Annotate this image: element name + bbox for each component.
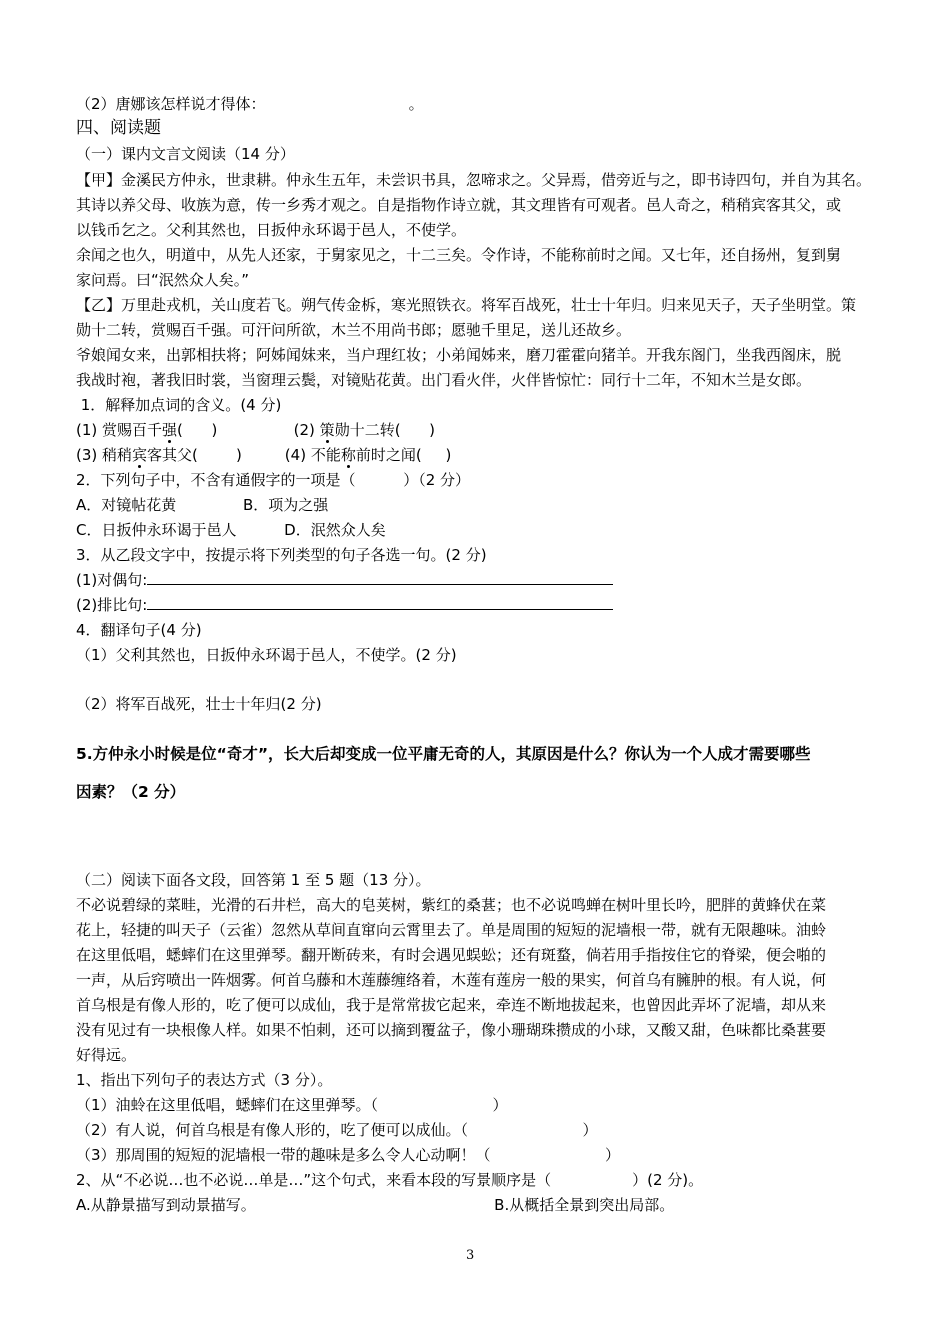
- text-line: [76, 495, 328, 515]
- text-span: 四、阅读题: [76, 118, 161, 138]
- text-line: [76, 420, 435, 440]
- text-span: （1）油蛉在这里低唱，蟋蟀们在这里弹琴。（ ）: [76, 1096, 508, 1114]
- answer-blank-line: [147, 596, 613, 610]
- text-line: [76, 744, 811, 764]
- text-span: (2)排比句:: [76, 596, 148, 614]
- text-line: [76, 345, 841, 365]
- text-span: (1)对偶句:: [76, 571, 148, 589]
- text-line: [76, 1070, 332, 1090]
- text-line: [76, 220, 466, 240]
- text-span: （二）阅读下面各文段，回答第 1 至 5 题（13 分）。: [76, 871, 431, 889]
- text-span: 其诗以养父母、收族为意，传一乡秀才观之。自是指物作诗立就，其文理皆有可观者。邑人奇之，稍稍宾客其父，或: [76, 196, 842, 214]
- text-span: 因素？（2 分）: [76, 783, 186, 801]
- text-span: 3．从乙段文字中，按提示将下列类型的句子各选一句。(2 分): [76, 546, 487, 564]
- text-line: [76, 595, 613, 615]
- text-line: [76, 945, 826, 965]
- text-line: [76, 445, 451, 465]
- text-line: [76, 195, 841, 215]
- text-line: [76, 170, 871, 190]
- text-span: 花上，轻捷的叫天子（云雀）忽然从草间直窜向云霄里去了。单是周围的短短的泥墙根一带，就有无限趣味。油蛉: [76, 921, 827, 939]
- text-line: [76, 570, 613, 590]
- text-span: C．日扳仲永环谒于邑人 D．泯然众人矣: [76, 521, 386, 539]
- text-span: (1) 赏赐百千: [76, 421, 163, 439]
- text-line: [76, 395, 281, 415]
- text-span: 1．解释加点词的含义。(4 分): [76, 396, 282, 414]
- text-span: （2）将军百战死，壮士十年归(2 分): [76, 695, 322, 713]
- text-span: 。: [265, 95, 424, 113]
- text-line: [76, 94, 424, 114]
- text-span: （3）那周围的短短的泥墙根一带的趣味是多么令人心动啊！（ ）: [76, 1146, 620, 1164]
- text-span: 以钱币乞之。父利其然也，日扳仲永环谒于邑人，不使学。: [76, 221, 467, 239]
- text-line: [76, 645, 457, 665]
- emphasis-dotted-char: 策: [319, 421, 335, 439]
- text-span: 4．翻译句子(4 分): [76, 621, 202, 639]
- text-line: [76, 620, 202, 640]
- text-span: 【甲】金溪民方仲永，世隶耕。仲永生五年，未尝识书具，忽啼求之。父异焉，借旁近与之，即书诗四句，并自为其名。: [76, 171, 872, 189]
- text-span: ( ) (2): [177, 421, 320, 439]
- text-span: 没有见过有一块根像人样。如果不怕刺，还可以摘到覆盆子，像小珊瑚珠攒成的小球，又酸又甜，色味都比桑葚要: [76, 1021, 827, 1039]
- text-span: 在这里低唱，蟋蟀们在这里弹琴。翻开断砖来，有时会遇见蜈蚣；还有斑蝥，倘若用手指按住它的脊梁，便会啪的: [76, 946, 827, 964]
- text-line: [76, 895, 826, 915]
- text-line: [76, 320, 631, 340]
- text-line: [76, 1145, 620, 1165]
- text-line: [76, 870, 431, 890]
- text-line: [76, 245, 841, 265]
- text-span: （一）课内文言文阅读（14 分）: [76, 145, 295, 163]
- text-span: （2）有人说，何首乌根是有像人形的，吃了便可以成仙。（ ）: [76, 1121, 598, 1139]
- text-span: 好得远。: [76, 1046, 137, 1064]
- text-line: [76, 1120, 597, 1140]
- text-span: （1）父利其然也，日扳仲永环谒于邑人，不使学。(2 分): [76, 646, 457, 664]
- text-span: 我战时袍，著我旧时裳，当窗理云鬓，对镜贴花黄。出门看火伴，火伴皆惊忙：同行十二年，不知木兰是女郎。: [76, 371, 812, 389]
- text-span: 余闻之也久，明道中，从先人还家，于舅家见之，十二三矣。令作诗，不能称前时之闻。又七年，还自扬州，复到舅: [76, 246, 842, 264]
- text-span: A．对镜帖花黄 B．项为之强: [76, 496, 329, 514]
- text-line: [76, 370, 811, 390]
- text-line: [76, 1170, 703, 1190]
- text-span: （2）唐娜该怎样说才得体：: [76, 95, 266, 113]
- text-span: 客其父( ) (4) 不能: [147, 446, 341, 464]
- text-span: 首乌根是有像人形的，吃了便可以成仙，我于是常常拔它起来，牵连不断地拔起来，也曾因此弄坏了泥墙，却从来: [76, 996, 827, 1014]
- text-span: 1、指出下列句子的表达方式（3 分）。: [76, 1071, 333, 1089]
- text-span: 前时之闻( ): [355, 446, 452, 464]
- text-span: 5.方仲永小时候是位“奇才”，长大后却变成一位平庸无奇的人，其原因是什么？你认为一个人成才需要哪些: [76, 745, 811, 763]
- text-line: [76, 1045, 136, 1065]
- text-line: [76, 694, 322, 714]
- text-line: [76, 920, 826, 940]
- text-line: [76, 995, 826, 1015]
- text-span: 一声，从后窍喷出一阵烟雾。何首乌藤和木莲藤缠络着，木莲有莲房一般的果实，何首乌有臃肿的根。有人说，何: [76, 971, 827, 989]
- text-span: 不必说碧绿的菜畦，光滑的石井栏，高大的皂荚树，紫红的桑葚；也不必说鸣蝉在树叶里长吟，肥胖的黄蜂伏在菜: [76, 896, 827, 914]
- text-line: [76, 118, 161, 138]
- text-line: [76, 545, 487, 565]
- text-span: 2．下列句子中，不含有通假字的一项是（ ）（2 分）: [76, 471, 471, 489]
- text-line: [76, 970, 826, 990]
- text-line: [76, 1095, 507, 1115]
- emphasis-dotted-char: 宾: [132, 446, 148, 464]
- emphasis-dotted-char: 称: [340, 446, 356, 464]
- text-span: 勋十二转( ): [334, 421, 436, 439]
- text-line: [76, 520, 386, 540]
- text-line: [76, 1020, 826, 1040]
- text-span: 勋十二转，赏赐百千强。可汗问所欲，木兰不用尚书郎；愿驰千里足，送儿还故乡。: [76, 321, 632, 339]
- text-span: (3) 稍稍: [76, 446, 133, 464]
- page-number: 3: [466, 1248, 475, 1263]
- text-span: 2、从“不必说…也不必说…单是…”这个句式，来看本段的写景顺序是（ ）(2 分)。: [76, 1171, 704, 1189]
- text-line: [76, 270, 249, 290]
- text-span: 【乙】万里赴戎机，关山度若飞。朔气传金柝，寒光照铁衣。将军百战死，壮士十年归。归来见天子，天子坐明堂。策: [76, 296, 857, 314]
- text-line: [76, 470, 470, 490]
- text-line: [76, 144, 295, 164]
- text-span: 家问焉。曰“泯然众人矣。”: [76, 271, 250, 289]
- text-line: [76, 1195, 674, 1215]
- text-span: 爷娘闻女来，出郭相扶将；阿姊闻妹来，当户理红妆；小弟闻姊来，磨刀霍霍向猪羊。开我东阁门，坐我西阁床，脱: [76, 346, 842, 364]
- text-line: [76, 782, 185, 802]
- text-line: [76, 295, 856, 315]
- emphasis-dotted-char: 强: [162, 421, 178, 439]
- text-span: A.从静景描写到动景描写。 B.从概括全景到突出局部。: [76, 1196, 675, 1214]
- answer-blank-line: [147, 571, 613, 585]
